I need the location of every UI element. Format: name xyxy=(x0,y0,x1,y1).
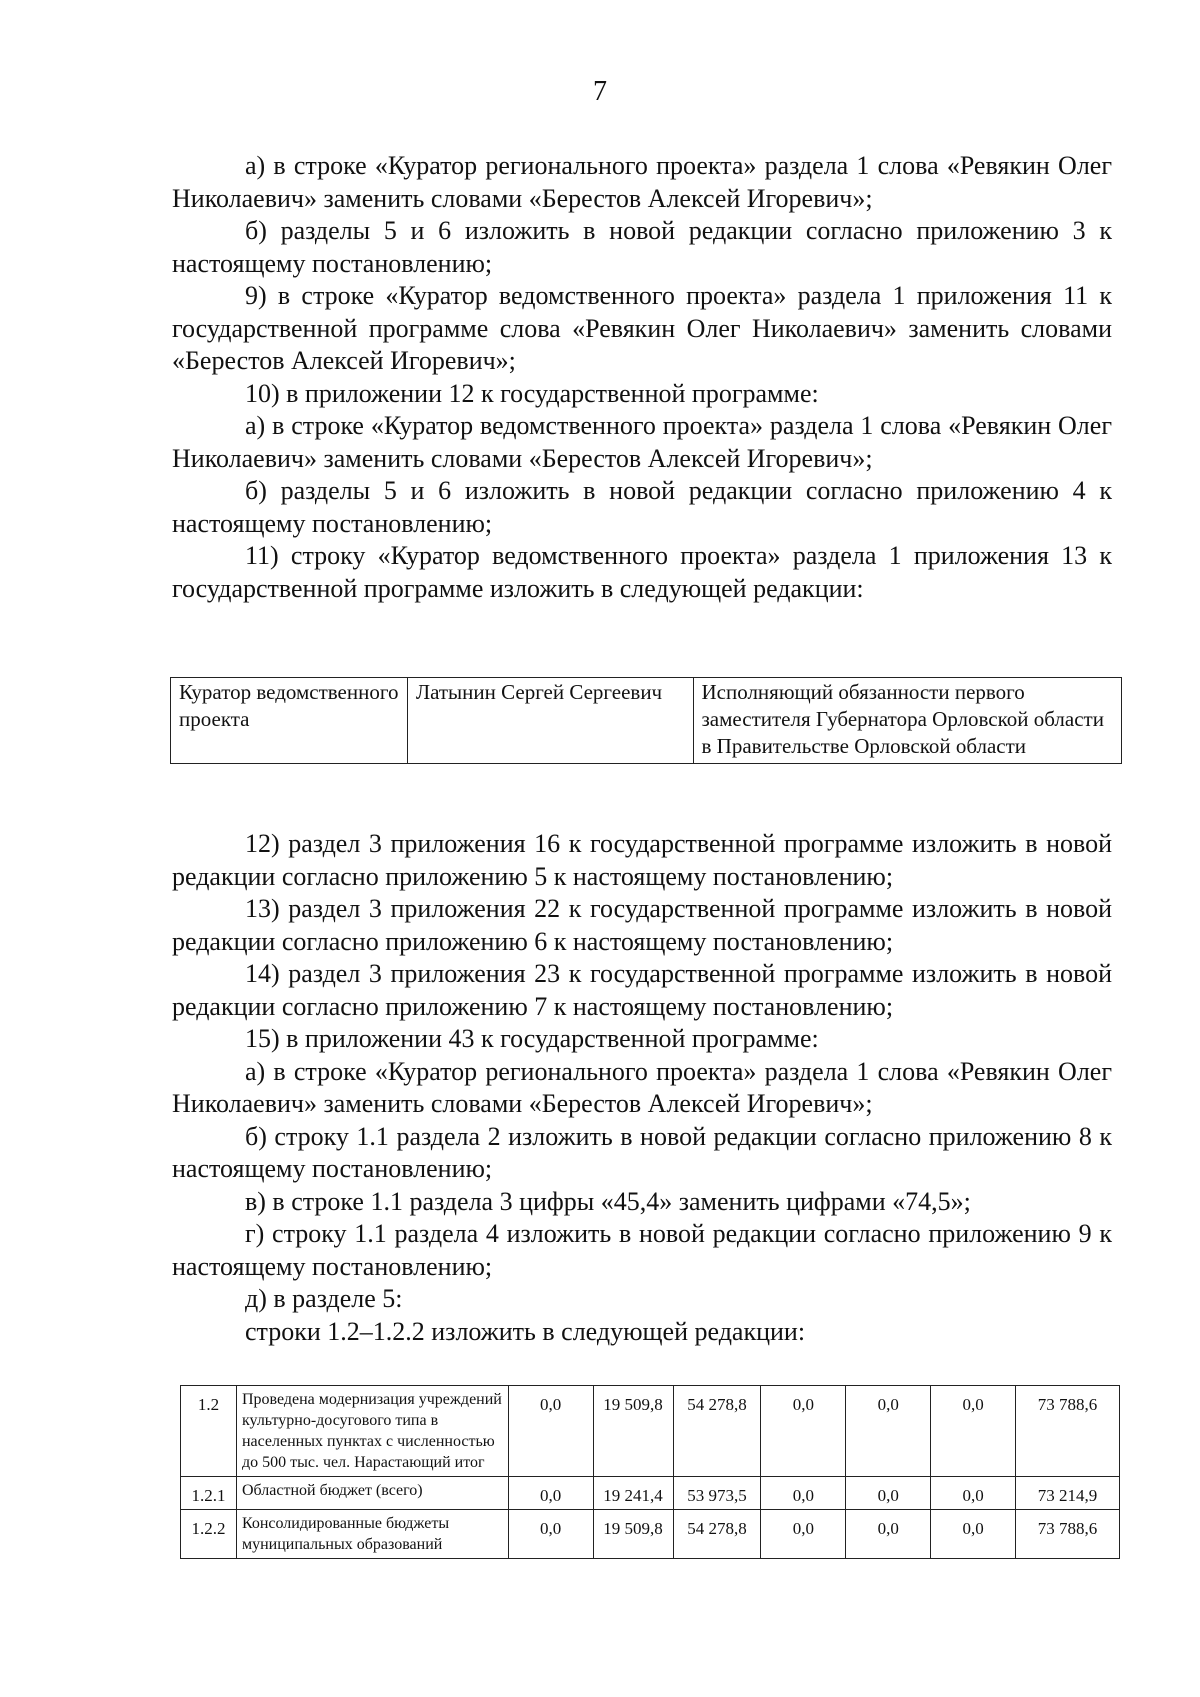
paragraph: б) разделы 5 и 6 изложить в новой редакции согласно приложению 4 к настоящему постановлению; xyxy=(172,476,1112,538)
value-cell: 54 278,8 xyxy=(673,1510,761,1559)
value-cell: 19 241,4 xyxy=(593,1477,673,1510)
body-text-part-2 xyxy=(172,828,1112,1348)
page-number: 7 xyxy=(593,76,607,107)
paragraph: д) в разделе 5: xyxy=(245,1284,403,1313)
row-name-cell: Проведена модернизация учреждений культурно-досугового типа в населенных пунктах с численностью до 500 тыс. чел. Нарастающий итог xyxy=(236,1386,508,1477)
paragraph: 13) раздел 3 приложения 22 к государственной программе изложить в новой редакции согласно приложению 6 к настоящему постановлению; xyxy=(172,894,1112,956)
value-cell: 19 509,8 xyxy=(593,1386,673,1477)
total-cell: 73 214,9 xyxy=(1016,1477,1120,1510)
value-cell: 54 278,8 xyxy=(673,1386,761,1477)
value-cell: 0,0 xyxy=(931,1386,1016,1477)
value-cell: 0,0 xyxy=(846,1386,931,1477)
value-cell: 53 973,5 xyxy=(673,1477,761,1510)
value-cell: 0,0 xyxy=(931,1477,1016,1510)
value-cell: 0,0 xyxy=(508,1386,593,1477)
value-cell: 0,0 xyxy=(931,1510,1016,1559)
value-cell: 0,0 xyxy=(761,1510,846,1559)
value-cell: 0,0 xyxy=(846,1477,931,1510)
paragraph: а) в строке «Куратор регионального проекта» раздела 1 слова «Ревякин Олег Николаевич» заменить словами «Берестов Алексей Игоревич»; xyxy=(172,1056,1112,1118)
value-cell: 0,0 xyxy=(761,1477,846,1510)
body-text-part-1 xyxy=(172,150,1112,605)
paragraph: а) в строке «Куратор ведомственного проекта» раздела 1 слова «Ревякин Олег Николаевич» заменить словами «Берестов Алексей Игоревич»; xyxy=(172,411,1112,473)
value-cell: 19 509,8 xyxy=(593,1510,673,1559)
row-code-cell: 1.2 xyxy=(181,1386,237,1477)
total-cell: 73 788,6 xyxy=(1016,1510,1120,1559)
value-cell: 0,0 xyxy=(761,1386,846,1477)
paragraph: 12) раздел 3 приложения 16 к государственной программе изложить в новой редакции согласно приложению 5 к настоящему постановлению; xyxy=(172,829,1112,891)
table-row xyxy=(171,678,1122,764)
paragraph: 10) в приложении 12 к государственной программе: xyxy=(245,378,819,408)
curator-role-cell: Куратор ведомственного проекта xyxy=(171,678,408,764)
paragraph: 14) раздел 3 приложения 23 к государственной программе изложить в новой редакции согласно приложению 7 к настоящему постановлению; xyxy=(172,959,1112,1021)
budget-table xyxy=(180,1385,1120,1559)
paragraph: 11) строку «Куратор ведомственного проекта» раздела 1 приложения 13 к государственной программе изложить в следующей редакции: xyxy=(172,541,1112,603)
total-cell: 73 788,6 xyxy=(1016,1386,1120,1477)
value-cell: 0,0 xyxy=(508,1510,593,1559)
table-row xyxy=(181,1477,1120,1510)
row-name-cell: Консолидированные бюджеты муниципальных образований xyxy=(236,1510,508,1559)
curator-table xyxy=(170,677,1122,764)
paragraph: 9) в строке «Куратор ведомственного проекта» раздела 1 приложения 11 к государственной программе слова «Ревякин Олег Николаевич» заменить словами «Берестов Алексей Игоревич»; xyxy=(172,281,1112,375)
table-row xyxy=(181,1510,1120,1559)
paragraph: г) строку 1.1 раздела 4 изложить в новой редакции согласно приложению 9 к настоящему постановлению; xyxy=(172,1219,1112,1281)
row-name-cell: Областной бюджет (всего) xyxy=(236,1477,508,1510)
paragraph: б) разделы 5 и 6 изложить в новой редакции согласно приложению 3 к настоящему постановлению; xyxy=(172,216,1112,278)
paragraph: в) в строке 1.1 раздела 3 цифры «45,4» заменить цифрами «74,5»; xyxy=(245,1186,971,1216)
value-cell: 0,0 xyxy=(508,1477,593,1510)
paragraph: строки 1.2–1.2.2 изложить в следующей редакции: xyxy=(245,1316,806,1346)
paragraph: б) строку 1.1 раздела 2 изложить в новой редакции согласно приложению 8 к настоящему постановлению; xyxy=(172,1121,1112,1183)
row-code-cell: 1.2.1 xyxy=(181,1477,237,1510)
value-cell: 0,0 xyxy=(846,1510,931,1559)
curator-person-cell: Латынин Сергей Сергеевич xyxy=(407,678,693,764)
curator-position-cell: Исполняющий обязанности первого заместителя Губернатора Орловской области в Правительстве Орловской области xyxy=(693,678,1122,764)
paragraph: 15) в приложении 43 к государственной программе: xyxy=(245,1024,819,1053)
table-row xyxy=(181,1386,1120,1477)
row-code-cell: 1.2.2 xyxy=(181,1510,237,1559)
paragraph: а) в строке «Куратор регионального проекта» раздела 1 слова «Ревякин Олег Николаевич» заменить словами «Берестов Алексей Игоревич»; xyxy=(172,151,1112,213)
